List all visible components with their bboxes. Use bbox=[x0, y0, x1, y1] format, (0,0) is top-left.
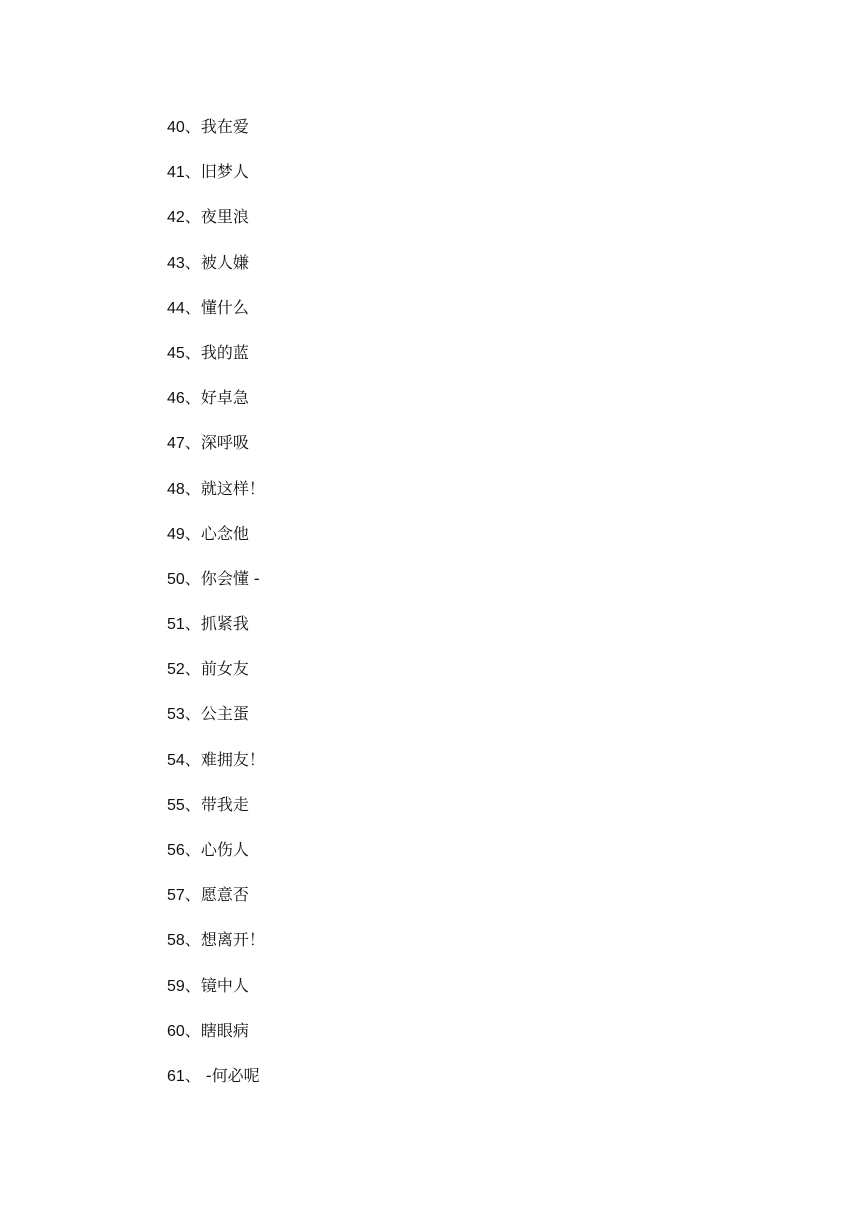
list-item bbox=[167, 745, 265, 790]
list-item bbox=[167, 1016, 265, 1061]
item-number: 48、 bbox=[167, 480, 201, 498]
item-number: 56、 bbox=[167, 842, 201, 859]
item-text: 夜里浪 bbox=[200, 207, 249, 227]
item-number: 55、 bbox=[167, 796, 201, 814]
item-text: 我的蓝 bbox=[200, 342, 249, 362]
list-item bbox=[167, 248, 265, 293]
item-text: 想离开！ bbox=[200, 930, 265, 950]
item-number: 46、 bbox=[167, 390, 201, 408]
item-number: 44、 bbox=[167, 299, 201, 317]
list-item bbox=[167, 790, 265, 835]
list-item bbox=[167, 428, 265, 473]
numbered-list bbox=[167, 112, 265, 1106]
item-text: 就这样！ bbox=[200, 478, 265, 498]
list-item bbox=[167, 519, 265, 564]
list-item bbox=[167, 609, 265, 654]
item-number: 43、 bbox=[167, 254, 201, 272]
item-text: 旧梦人 bbox=[200, 162, 249, 182]
list-item bbox=[167, 699, 265, 744]
list-item bbox=[167, 654, 265, 699]
item-text: -何必呢 bbox=[200, 1065, 260, 1085]
item-text: 公主蛋 bbox=[200, 704, 249, 724]
list-item bbox=[167, 564, 265, 609]
item-number: 45、 bbox=[167, 344, 201, 362]
item-number: 41、 bbox=[167, 164, 201, 182]
item-text: 心念他 bbox=[200, 523, 249, 543]
item-text: 你会懂 - bbox=[200, 568, 260, 588]
item-number: 51、 bbox=[167, 616, 201, 634]
item-text: 抓紧我 bbox=[200, 614, 249, 634]
list-item bbox=[167, 157, 265, 202]
list-item bbox=[167, 474, 265, 519]
item-number: 40、 bbox=[167, 119, 201, 136]
item-text: 前女友 bbox=[200, 659, 249, 679]
item-number: 58、 bbox=[167, 932, 201, 950]
item-number: 52、 bbox=[167, 661, 201, 679]
list-item bbox=[167, 1061, 265, 1106]
item-text: 难拥友！ bbox=[200, 749, 265, 769]
item-text: 带我走 bbox=[200, 794, 249, 814]
list-item bbox=[167, 925, 265, 970]
list-item bbox=[167, 293, 265, 338]
item-number: 59、 bbox=[167, 977, 201, 995]
item-text: 心伤人 bbox=[200, 840, 249, 859]
list-item bbox=[167, 880, 265, 925]
item-text: 瞎眼病 bbox=[200, 1020, 249, 1040]
item-text: 愿意否 bbox=[200, 885, 249, 905]
list-item bbox=[167, 835, 265, 880]
item-text: 镜中人 bbox=[200, 975, 249, 995]
list-item bbox=[167, 112, 265, 157]
list-item bbox=[167, 338, 265, 383]
item-number: 53、 bbox=[167, 706, 201, 724]
item-text: 被人嫌 bbox=[200, 252, 249, 272]
item-text: 好卓急 bbox=[200, 388, 249, 408]
list-item bbox=[167, 383, 265, 428]
list-item bbox=[167, 971, 265, 1016]
item-text: 深呼吸 bbox=[200, 433, 249, 453]
item-number: 42、 bbox=[167, 209, 201, 227]
item-number: 49、 bbox=[167, 525, 201, 543]
item-number: 61、 bbox=[167, 1067, 201, 1085]
item-number: 50、 bbox=[167, 570, 201, 588]
item-number: 54、 bbox=[167, 751, 201, 769]
item-number: 47、 bbox=[167, 435, 201, 453]
item-number: 57、 bbox=[167, 887, 201, 905]
list-item bbox=[167, 202, 265, 247]
item-number: 60、 bbox=[167, 1022, 201, 1040]
item-text: 我在爱 bbox=[200, 117, 249, 136]
item-text: 懂什么 bbox=[200, 297, 249, 317]
